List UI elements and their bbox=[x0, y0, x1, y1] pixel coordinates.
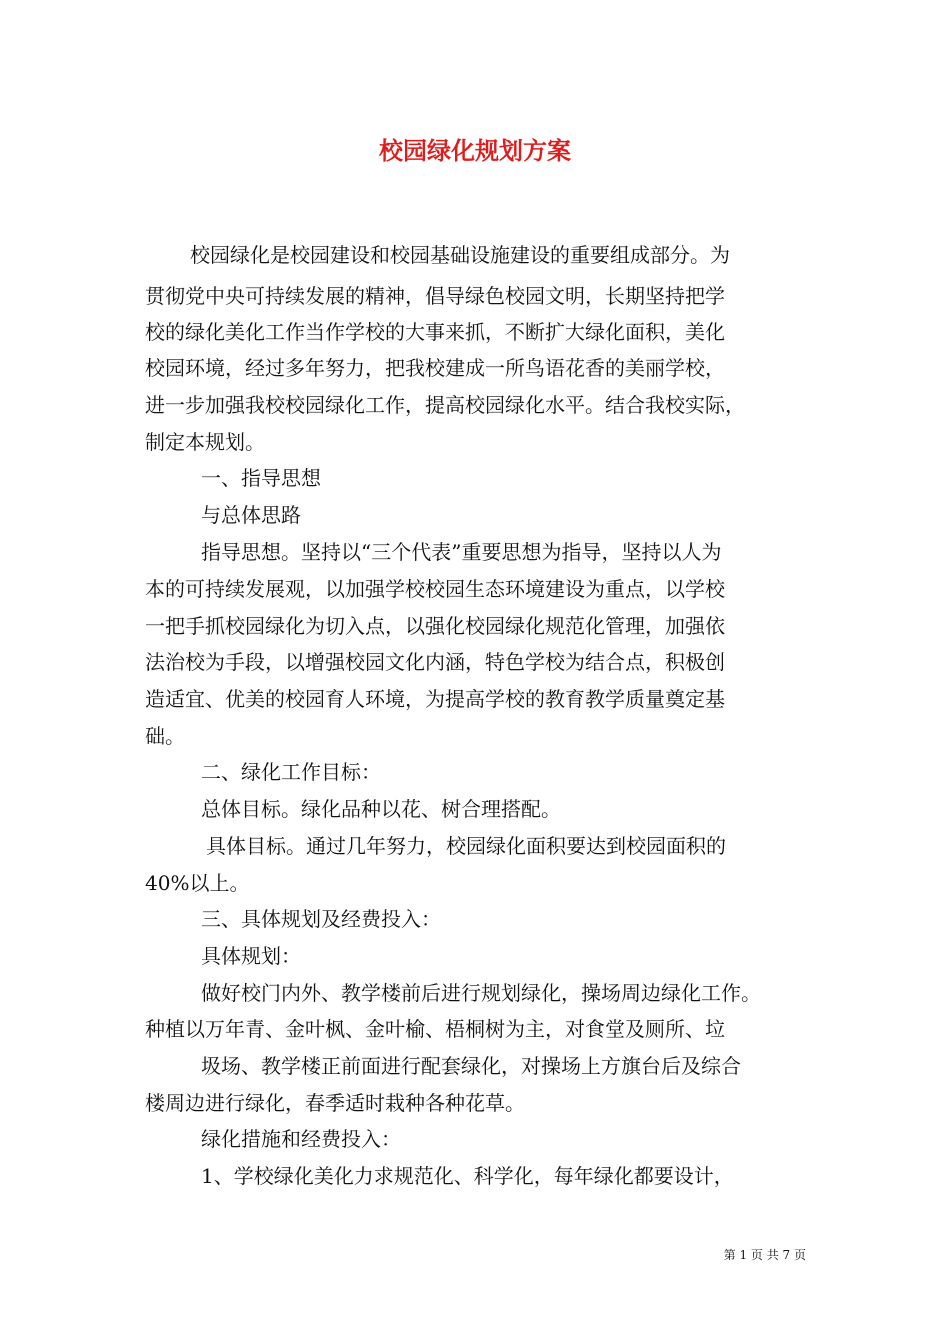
section-heading: 与总体思路 bbox=[201, 503, 301, 527]
body-line: 做好校门内外、教学楼前后进行规划绿化，操场周边绿化工作。 bbox=[201, 981, 761, 1005]
body-line: 校园环境，经过多年努力，把我校建成一所鸟语花香的美丽学校， bbox=[145, 356, 725, 380]
body-line: 种植以万年青、金叶枫、金叶榆、梧桐树为主，对食堂及厕所、垃 bbox=[145, 1017, 725, 1041]
body-line: 本的可持续发展观，以加强学校校园生态环境建设为重点，以学校 bbox=[145, 577, 725, 601]
body-line: 一把手抓校园绿化为切入点，以强化校园绿化规范化管理，加强依 bbox=[145, 614, 725, 638]
body-line: 校园绿化是校园建设和校园基础设施建设的重要组成部分。为 bbox=[190, 243, 730, 267]
body-line: 圾场、教学楼正前面进行配套绿化，对操场上方旗台后及综合 bbox=[201, 1054, 741, 1078]
body-line: 具体规划： bbox=[201, 944, 301, 968]
body-line: 础。 bbox=[145, 724, 185, 748]
body-line: 校的绿化美化工作当作学校的大事来抓，不断扩大绿化面积，美化 bbox=[145, 320, 725, 344]
section-heading: 一、指导思想 bbox=[201, 466, 321, 490]
body-line: 绿化措施和经费投入： bbox=[201, 1127, 401, 1151]
page-number: 第 1 页 共 7 页 bbox=[723, 1248, 806, 1262]
body-line: 具体目标。通过几年努力，校园绿化面积要达到校园面积的 bbox=[206, 834, 726, 858]
body-line: 指导思想。坚持以“三个代表”重要思想为指导，坚持以人为 bbox=[201, 540, 722, 564]
body-line: 40%以上。 bbox=[145, 871, 250, 895]
body-line: 贯彻党中央可持续发展的精神，倡导绿色校园文明，长期坚持把学 bbox=[145, 284, 725, 308]
body-line: 进一步加强我校校园绿化工作，提高校园绿化水平。结合我校实际， bbox=[145, 393, 745, 417]
body-line: 制定本规划。 bbox=[145, 430, 265, 454]
body-line: 楼周边进行绿化，春季适时栽种各种花草。 bbox=[145, 1091, 525, 1115]
document-title: 校园绿化规划方案 bbox=[379, 136, 571, 165]
body-line: 1、学校绿化美化力求规范化、科学化，每年绿化都要设计， bbox=[201, 1164, 734, 1188]
body-line: 总体目标。绿化品种以花、树合理搭配。 bbox=[201, 797, 561, 821]
body-line: 法治校为手段，以增强校园文化内涵，特色学校为结合点，积极创 bbox=[145, 650, 725, 674]
section-heading: 二、绿化工作目标： bbox=[201, 760, 381, 784]
section-heading: 三、具体规划及经费投入： bbox=[201, 907, 441, 931]
body-line: 造适宜、优美的校园育人环境，为提高学校的教育教学质量奠定基 bbox=[145, 687, 725, 711]
